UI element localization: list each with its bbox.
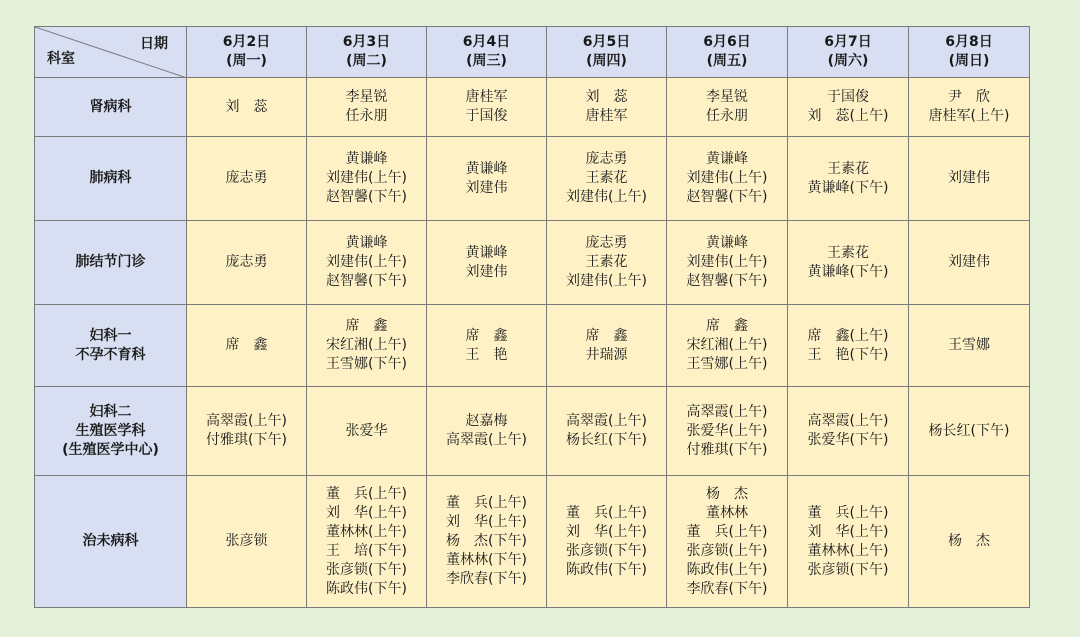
- schedule-cell: [187, 305, 307, 387]
- doctor-entry: 唐桂军: [465, 89, 508, 105]
- dept-name: (生殖医学中心): [62, 441, 159, 458]
- doctor-entry: 董林林(上午): [326, 523, 407, 540]
- doctor-entry: 宋红湘(上午): [326, 337, 407, 353]
- doctor-entry: 董 兵(上午): [686, 523, 768, 540]
- schedule-cell: [307, 78, 427, 137]
- doctor-entry: 张彦锁(下午): [807, 561, 889, 578]
- day-header-cell: [547, 27, 667, 78]
- doctor-entry: 董林林(上午): [807, 542, 889, 559]
- schedule-cell: [667, 78, 788, 137]
- schedule-cell: [909, 78, 1030, 137]
- doctor-entry: 王素花: [585, 254, 628, 270]
- doctor-entry: 陈政伟(上午): [686, 561, 768, 578]
- doctor-entry: 席 鑫(上午): [807, 327, 889, 344]
- doctor-entry: 庞志勇: [585, 235, 628, 251]
- doctor-entry: 刘建伟: [465, 263, 508, 280]
- doctor-entry: 张彦锁(下午): [326, 561, 407, 578]
- schedule-cell: [427, 476, 547, 608]
- doctor-entry: 席 鑫: [345, 318, 388, 334]
- schedule-table: [34, 26, 1030, 608]
- day-date: 6月5日: [582, 34, 631, 50]
- schedule-cell: [307, 476, 427, 608]
- day-date: 6月7日: [824, 34, 872, 50]
- doctor-entry: 刘建伟: [948, 170, 990, 186]
- table-row: [35, 78, 1030, 137]
- doctor-entry: 王雪娜: [948, 337, 990, 353]
- doctor-entry: 刘 华(上午): [326, 504, 407, 521]
- doctor-entry: 赵智馨(下午): [686, 189, 768, 205]
- day-header-cell: [187, 27, 307, 78]
- doctor-entry: 席 鑫: [225, 337, 268, 353]
- day-weekday: (周二): [346, 53, 387, 69]
- schedule-cell: [788, 78, 909, 137]
- doctor-entry: 刘建伟: [948, 254, 990, 270]
- doctor-entry: 刘 华(上午): [446, 514, 527, 530]
- dept-name: 肾病科: [89, 98, 132, 115]
- schedule-cell: [667, 137, 788, 221]
- schedule-cell: [427, 305, 547, 387]
- doctor-entry: 赵智馨(下午): [686, 273, 768, 289]
- doctor-entry: 黄谦峰: [465, 244, 508, 261]
- dept-name: 治未病科: [82, 533, 139, 549]
- dept-name: 肺结节门诊: [75, 254, 146, 270]
- day-weekday: (周四): [586, 53, 627, 69]
- schedule-cell: [788, 221, 909, 305]
- doctor-entry: 席 鑫: [585, 327, 628, 344]
- doctor-entry: 董 兵(上午): [446, 495, 527, 511]
- doctor-entry: 陈政伟(下午): [566, 561, 647, 578]
- doctor-entry: 高翠霞(上午): [446, 432, 527, 448]
- doctor-entry: 席 鑫: [706, 318, 748, 334]
- doctor-entry: 王 培(下午): [326, 542, 407, 559]
- dept-cell: [35, 305, 187, 387]
- schedule-cell: [187, 476, 307, 608]
- doctor-entry: 刘 蕊: [585, 89, 628, 105]
- schedule-cell: [909, 476, 1030, 608]
- doctor-entry: 任永朋: [345, 108, 388, 124]
- doctor-entry: 高翠霞(上午): [686, 403, 768, 420]
- doctor-entry: 刘建伟(上午): [566, 189, 647, 205]
- doctor-entry: 张彦锁: [225, 533, 268, 549]
- day-header-cell: [788, 27, 909, 78]
- corner-dept-label: 科室: [47, 51, 75, 67]
- corner-date-label: 日期: [140, 36, 168, 52]
- doctor-entry: 李星锐: [345, 89, 388, 105]
- doctor-entry: 尹 欣: [948, 89, 990, 105]
- doctor-entry: 张彦锁(下午): [566, 542, 647, 559]
- doctor-entry: 赵嘉梅: [465, 413, 508, 429]
- day-header-cell: [667, 27, 788, 78]
- schedule-cell: [307, 387, 427, 476]
- day-weekday: (周日): [948, 53, 990, 69]
- doctor-entry: 庞志勇: [225, 170, 268, 186]
- schedule-cell: [427, 137, 547, 221]
- dept-name: 妇科一: [89, 327, 132, 344]
- doctor-entry: 席 鑫: [465, 327, 508, 344]
- header-row: [35, 27, 1030, 78]
- doctor-entry: 王素花: [827, 244, 869, 261]
- doctor-entry: 宋红湘(上午): [686, 337, 768, 353]
- schedule-cell: [788, 476, 909, 608]
- doctor-entry: 黄谦峰: [706, 235, 748, 251]
- day-header-cell: [307, 27, 427, 78]
- day-weekday: (周三): [466, 53, 507, 69]
- doctor-entry: 刘 蕊: [225, 98, 268, 115]
- table-row: [35, 137, 1030, 221]
- doctor-entry: 董林林(下午): [446, 552, 527, 568]
- doctor-entry: 井瑞源: [585, 346, 628, 363]
- schedule-cell: [909, 137, 1030, 221]
- doctor-entry: 刘建伟(上午): [326, 170, 407, 186]
- doctor-entry: 于国俊: [827, 89, 869, 105]
- schedule-cell: [667, 221, 788, 305]
- table-row: [35, 476, 1030, 608]
- doctor-entry: 于国俊: [465, 108, 508, 124]
- dept-name: 生殖医学科: [75, 422, 146, 439]
- schedule-cell: [547, 137, 667, 221]
- doctor-entry: 刘建伟(上午): [686, 254, 768, 270]
- schedule-cell: [667, 387, 788, 476]
- doctor-entry: 杨长红(下午): [928, 422, 1010, 439]
- day-date: 6月6日: [703, 34, 751, 50]
- doctor-entry: 任永朋: [706, 108, 748, 124]
- table-row: [35, 305, 1030, 387]
- schedule-cell: [788, 137, 909, 221]
- doctor-entry: 付雅琪(下午): [686, 441, 768, 458]
- day-date: 6月2日: [222, 34, 271, 50]
- table-row: [35, 221, 1030, 305]
- schedule-cell: [547, 78, 667, 137]
- doctor-entry: 李欣春(下午): [446, 571, 527, 587]
- day-date: 6月3日: [342, 34, 391, 50]
- schedule-cell: [547, 305, 667, 387]
- doctor-entry: 刘建伟: [465, 179, 508, 196]
- doctor-entry: 黄谦峰: [706, 151, 748, 167]
- dept-cell: [35, 476, 187, 608]
- schedule-cell: [667, 476, 788, 608]
- doctor-entry: 刘 华(上午): [566, 523, 647, 540]
- doctor-entry: 庞志勇: [225, 254, 268, 270]
- doctor-entry: 王雪娜(上午): [686, 356, 768, 372]
- doctor-entry: 赵智馨(下午): [326, 189, 407, 205]
- day-date: 6月8日: [945, 34, 993, 50]
- schedule-cell: [788, 305, 909, 387]
- doctor-entry: 董 兵(上午): [326, 485, 407, 502]
- day-header-cell: [427, 27, 547, 78]
- schedule-cell: [667, 305, 788, 387]
- doctor-entry: 张爱华(下午): [807, 432, 889, 448]
- doctor-entry: 黄谦峰(下午): [807, 263, 889, 280]
- doctor-entry: 庞志勇: [585, 151, 628, 167]
- doctor-entry: 刘建伟(上午): [566, 273, 647, 289]
- schedule-cell: [187, 137, 307, 221]
- doctor-entry: 唐桂军(上午): [928, 108, 1010, 124]
- doctor-entry: 黄谦峰: [345, 235, 388, 251]
- day-header-cell: [909, 27, 1030, 78]
- doctor-entry: 张彦锁(上午): [686, 542, 768, 559]
- doctor-entry: 黄谦峰: [465, 160, 508, 177]
- dept-name: 妇科二: [89, 403, 132, 420]
- doctor-entry: 王雪娜(下午): [326, 356, 407, 372]
- doctor-entry: 黄谦峰: [345, 151, 388, 167]
- schedule-cell: [427, 387, 547, 476]
- doctor-entry: 王 艳: [465, 346, 508, 363]
- dept-cell: [35, 137, 187, 221]
- day-weekday: (周一): [226, 53, 267, 69]
- doctor-entry: 董 兵(上午): [807, 504, 889, 521]
- dept-cell: [35, 78, 187, 137]
- doctor-entry: 刘 蕊(上午): [807, 108, 889, 124]
- doctor-entry: 黄谦峰(下午): [807, 179, 889, 196]
- schedule-cell: [909, 387, 1030, 476]
- doctor-entry: 唐桂军: [585, 108, 628, 124]
- schedule-cell: [427, 78, 547, 137]
- doctor-entry: 高翠霞(上午): [807, 413, 889, 429]
- doctor-entry: 张爱华(上午): [686, 422, 768, 439]
- dept-name: 肺病科: [89, 170, 132, 186]
- schedule-cell: [547, 476, 667, 608]
- doctor-entry: 赵智馨(下午): [326, 273, 407, 289]
- schedule-cell: [187, 387, 307, 476]
- schedule-cell: [427, 221, 547, 305]
- schedule-cell: [909, 305, 1030, 387]
- schedule-cell: [187, 78, 307, 137]
- doctor-entry: 李星锐: [706, 89, 748, 105]
- dept-cell: [35, 221, 187, 305]
- schedule-cell: [307, 305, 427, 387]
- corner-header-cell: [35, 27, 187, 78]
- dept-cell: [35, 387, 187, 476]
- doctor-entry: 杨 杰: [706, 485, 748, 502]
- doctor-entry: 刘建伟(上午): [686, 170, 768, 186]
- schedule-cell: [547, 221, 667, 305]
- schedule-cell: [788, 387, 909, 476]
- doctor-entry: 董林林: [706, 504, 748, 521]
- doctor-entry: 杨 杰: [948, 533, 990, 549]
- doctor-entry: 陈政伟(下午): [326, 580, 407, 597]
- doctor-entry: 王 艳(下午): [807, 346, 889, 363]
- doctor-entry: 刘 华(上午): [807, 523, 889, 540]
- day-date: 6月4日: [462, 34, 511, 50]
- schedule-cell: [909, 221, 1030, 305]
- schedule-cell: [307, 137, 427, 221]
- day-weekday: (周六): [827, 53, 869, 69]
- doctor-entry: 高翠霞(上午): [566, 413, 647, 429]
- doctor-entry: 王素花: [827, 160, 869, 177]
- doctor-entry: 刘建伟(上午): [326, 254, 407, 270]
- schedule-cell: [307, 221, 427, 305]
- doctor-entry: 杨 杰(下午): [446, 533, 527, 549]
- doctor-entry: 董 兵(上午): [566, 504, 647, 521]
- dept-name: 不孕不育科: [75, 346, 146, 363]
- doctor-entry: 高翠霞(上午): [206, 413, 287, 429]
- schedule-cell: [547, 387, 667, 476]
- doctor-entry: 张爱华: [345, 422, 388, 439]
- doctor-entry: 付雅琪(下午): [206, 432, 287, 448]
- schedule-cell: [187, 221, 307, 305]
- day-weekday: (周五): [706, 53, 748, 69]
- doctor-entry: 杨长红(下午): [566, 432, 647, 448]
- table-row: [35, 387, 1030, 476]
- doctor-entry: 李欣春(下午): [686, 580, 768, 597]
- doctor-entry: 王素花: [585, 170, 628, 186]
